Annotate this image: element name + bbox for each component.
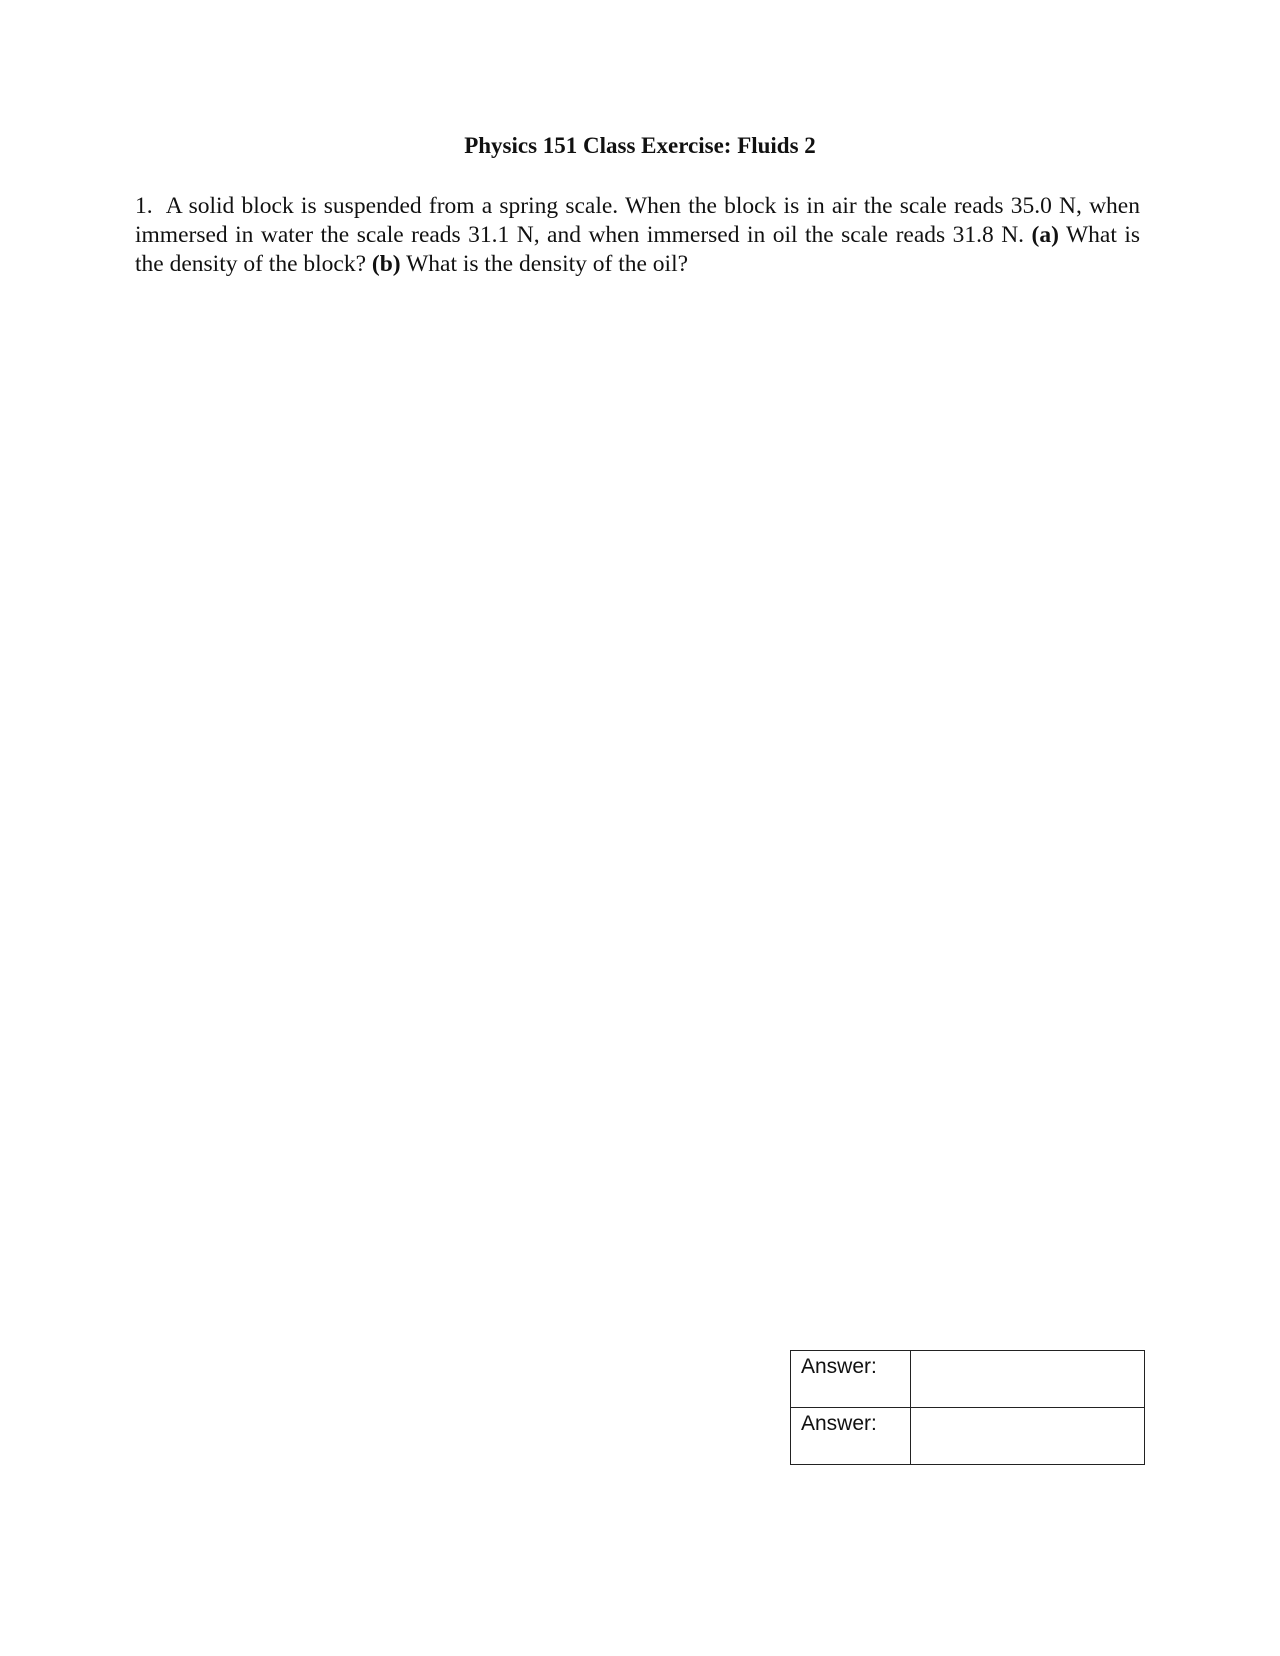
answer-field-a[interactable] <box>910 1351 1144 1408</box>
problem-number: 1. <box>135 193 153 219</box>
part-b-question: What is the density of the oil? <box>406 251 689 277</box>
answer-field-b[interactable] <box>910 1408 1144 1465</box>
part-a-label: (a) <box>1031 222 1059 248</box>
answer-row-a <box>791 1351 1145 1408</box>
answer-label-a: Answer: <box>791 1351 911 1408</box>
problem-1 <box>135 192 1140 279</box>
part-a-question: What is the density of the block? <box>135 222 1140 277</box>
answer-label-b: Answer: <box>791 1408 911 1465</box>
page-title: Physics 151 Class Exercise: Fluids 2 <box>464 133 816 158</box>
answer-table <box>790 1350 1145 1465</box>
problem-text: A solid block is suspended from a spring scale. When the block is in air the scale reads 35.0 N, when immersed in water the scale reads 31.1 N, and when immersed in oil the scale reads 31.8 N. <box>135 193 1140 248</box>
part-b-label: (b) <box>371 251 401 277</box>
answer-row-b <box>791 1408 1145 1465</box>
